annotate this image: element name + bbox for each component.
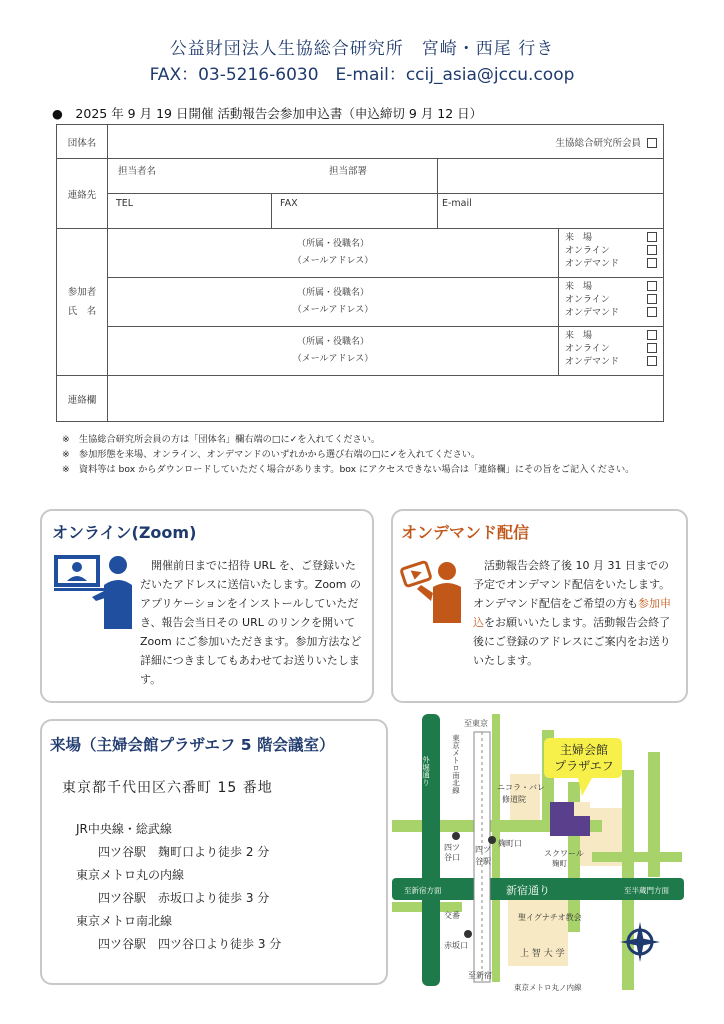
ondemand-box [391, 509, 688, 703]
map-label: 麹町口 [498, 839, 522, 848]
map-label: ニコラ・バレ [497, 783, 545, 792]
map-label: 東京メトロ丸ノ内線 [514, 983, 582, 992]
member-label: 生協総合研究所会員 [555, 137, 641, 149]
mode-options-2[interactable]: 来 場 オンライン オンデマンド [559, 278, 664, 327]
tel-field[interactable] [108, 194, 272, 229]
participant-row-1[interactable]: （所属・役職名） （メールアドレス） [108, 229, 559, 278]
online-checkbox[interactable] [647, 294, 657, 304]
map-road [492, 714, 500, 982]
map-label: 赤坂口 [444, 941, 468, 950]
exit-marker [452, 832, 460, 840]
remarks-field[interactable] [108, 376, 664, 422]
note-1: ※ 生協総合研究所会員の方は「団体名」欄右端の□に✓を入れてください。 [62, 434, 381, 445]
exit-marker [464, 930, 472, 938]
online-checkbox[interactable] [647, 343, 657, 353]
participant-row-3[interactable]: （所属・役職名） （メールアドレス） [108, 327, 559, 376]
access-map [392, 712, 684, 992]
dept-field[interactable] [438, 159, 664, 194]
map-park [422, 714, 440, 986]
venue-address: 東京都千代田区六番町 15 番地 [62, 780, 273, 796]
map-label: 麹町 [552, 859, 567, 868]
map-label: 四ツ [444, 843, 460, 852]
notes [62, 432, 682, 477]
map-label: スクワール [544, 849, 584, 858]
access-detail: 四ツ谷駅 赤坂口より徒歩 3 分 [98, 891, 270, 905]
remarks-label: 連絡欄 [57, 376, 108, 422]
map-label: 聖イグナチオ教会 [518, 913, 582, 922]
email-field[interactable] [438, 194, 664, 229]
contact-label: 連絡先 [57, 159, 108, 229]
map-label: 四ツ [475, 845, 491, 854]
map-label: 至新宿 [468, 971, 492, 980]
access-list [76, 818, 281, 956]
access-line: 東京メトロ南北線 [76, 914, 173, 928]
org-label: 団体名 [57, 125, 108, 159]
callout-text: プラザエフ [554, 759, 614, 773]
fax-field[interactable] [272, 194, 438, 229]
participant-row-2[interactable]: （所属・役職名） （メールアドレス） [108, 278, 559, 327]
recipient-line: 公益財団法人生協総合研究所 宮崎・西尾 行き [169, 39, 555, 59]
venue-checkbox[interactable] [647, 232, 657, 242]
member-checkbox[interactable] [647, 138, 657, 148]
venue-title: 来場（主婦会館プラザエフ 5 階会議室） [50, 736, 335, 754]
venue-checkbox[interactable] [647, 281, 657, 291]
mode-options-3[interactable]: 来 場 オンライン オンデマンド [559, 327, 664, 376]
ondemand-checkbox[interactable] [647, 356, 657, 366]
mode-options-1[interactable]: 来 場 オンライン オンデマンド [559, 229, 664, 278]
map-label: 谷口 [444, 853, 460, 862]
access-line: 東京メトロ丸の内線 [76, 868, 185, 882]
person-field[interactable] [108, 159, 438, 194]
map-label: 修道院 [502, 795, 526, 804]
map-label: 上 智 大 学 [520, 949, 565, 959]
participant-label: 参加者 氏 名 [57, 229, 108, 376]
access-line: JR中央線・総武線 [76, 822, 172, 836]
note-2: ※ 参加形態を来場、オンライン、オンデマンドのいずれかから選び右端の□に✓を入れてください。 [62, 449, 481, 460]
note-3: ※ 資料等は box からダウンロードしていただく場合があります。box にアクセスできない場合は「連絡欄」にその旨をご記入ください。 [62, 464, 635, 475]
access-detail: 四ツ谷駅 四ツ谷口より徒歩 3 分 [98, 937, 282, 951]
ondemand-video-icon [399, 555, 469, 625]
dept-label: 担当部署 [329, 166, 368, 177]
form-title: ● 2025 年 9 月 19 日開催 活動報告会参加申込書（申込締切 9 月 12 日） [52, 106, 483, 121]
apply-link[interactable]: 参加申込 [473, 597, 671, 629]
map-label: 至半蔵門方面 [624, 886, 669, 895]
ondemand-title: オンデマンド配信 [401, 523, 530, 542]
venue-checkbox[interactable] [647, 330, 657, 340]
venue-box [40, 719, 388, 985]
ondemand-body: 活動報告会終了後 10 月 31 日までの予定でオンデマンド配信をいたします。オンデマンド配信をご希望の方も参加申込をお願いいたします。活動報告会終了後にご登録のアドレスにご案内をお送りいたします。 [473, 559, 671, 667]
email-label: E-mail [442, 198, 472, 209]
contact-line: FAX：03-5216-6030 E-mail：ccij_asia@jccu.coop [149, 65, 575, 85]
ondemand-checkbox[interactable] [647, 307, 657, 317]
map-label: 至東京 [464, 719, 488, 728]
application-form [56, 124, 664, 422]
map-label: 交番 [444, 911, 460, 920]
map-road [592, 852, 682, 862]
map-label: 谷駅 [475, 857, 491, 866]
org-field[interactable] [108, 125, 664, 159]
online-checkbox[interactable] [647, 245, 657, 255]
tel-label: TEL [116, 198, 134, 209]
callout-text: 主婦会館 [559, 743, 609, 757]
ondemand-checkbox[interactable] [647, 258, 657, 268]
map-label: 至新宿方面 [404, 886, 442, 895]
map-label: 外堀通り [421, 756, 431, 786]
exit-marker [488, 836, 496, 844]
access-detail: 四ツ谷駅 麹町口より徒歩 2 分 [98, 845, 270, 859]
map-label: 新宿通り [506, 884, 550, 897]
online-meeting-icon [52, 551, 137, 631]
map-label: 東京メトロ南北線 [451, 734, 461, 794]
online-title: オンライン(Zoom) [52, 523, 197, 542]
person-label: 担当者名 [118, 166, 157, 177]
fax-label: FAX [280, 198, 298, 209]
online-box [40, 509, 374, 703]
online-body: 開催前日までに招待 URL を、ご登録いただいたアドレスに送信いたします。Zoom のアプリケーションをインストールしていただき、報告会当日その URL のリンクを開いて Zoom にご参加いただきます。参加方法など詳細につきましてもあわせてお送りいたします。 [140, 559, 362, 686]
